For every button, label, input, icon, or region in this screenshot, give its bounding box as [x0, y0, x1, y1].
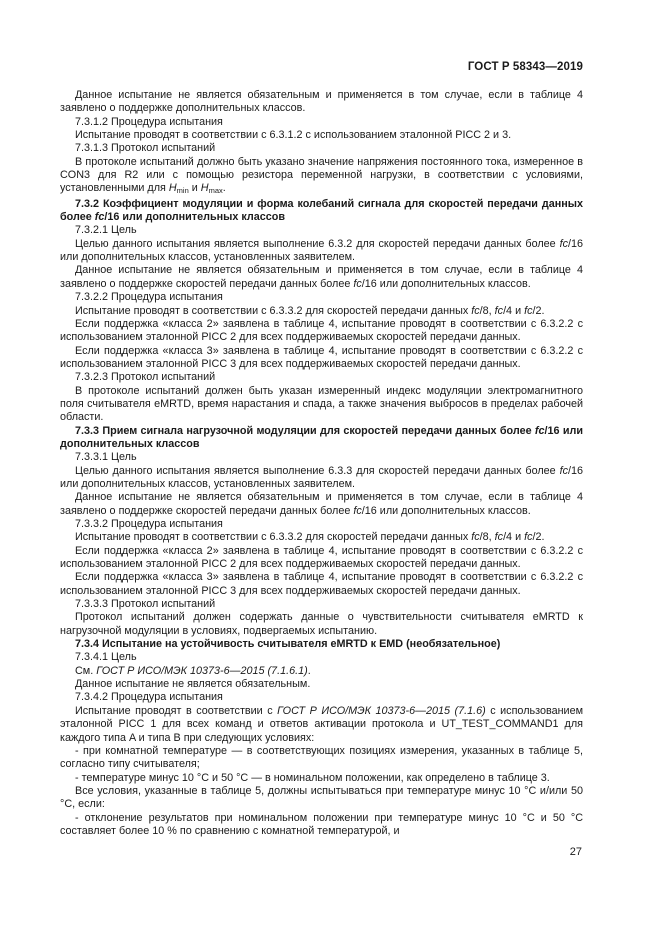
- subsection-heading: 7.3.2.2 Процедура испытания: [75, 291, 223, 304]
- paragraph: Если поддержка «класса 2» заявлена в таблице 4, испытание проводят в соответствии с 6.3.2.2 с использованием эталонной PICC 2 для всех поддерживаемых скоростей передачи данных.: [60, 317, 583, 344]
- subsection-heading: 7.3.1.3 Протокол испытаний: [75, 142, 216, 155]
- paragraph: Если поддержка «класса 3» заявлена в таблице 4, испытание проводят в соответствии с 6.3.2.2 с использованием эталонной PICC 3 для всех поддерживаемых скоростей передачи данных.: [60, 344, 583, 370]
- paragraph: В протоколе испытаний должно быть указано значение напряжения постоянного тока, измеренное в CON3 для R2 или с помощью резистора переменной нагрузки, в соответствии с условиями, установленными для $H_{min}$ и $H_{max}$.: [60, 155, 583, 196]
- paragraph: Испытание проводят в соответствии с 6.3.3.2 для скоростей передачи данных fc/8, fc/4 и fc/2.: [75, 531, 545, 544]
- subsection-heading: 7.3.3.3 Протокол испытаний: [75, 598, 216, 611]
- subsection-heading: 7.3.3.1 Цель: [75, 451, 137, 464]
- paragraph: В протоколе испытаний должен быть указан измеренный индекс модуляции электромагнитного поля считывателя eMRTD, время нарастания и спада, а также значения выбросов в пределах рабочей области.: [60, 384, 583, 424]
- paragraph: Протокол испытаний должен содержать данные о чувствительности считывателя eMRTD к нагрузочной модуляции в условиях, подвергаемых испытанию.: [60, 611, 583, 637]
- paragraph: Целью данного испытания является выполнение 6.3.2 для скоростей передачи данных более fc/16 или дополнительных классов, установленных заявителем.: [60, 237, 583, 264]
- paragraph: Целью данного испытания является выполнение 6.3.3 для скоростей передачи данных более fc/16 или дополнительных классов, установленных заявителем.: [60, 464, 583, 490]
- subsection-heading: 7.3.2.1 Цель: [75, 224, 137, 237]
- subsection-heading: 7.3.2.3 Протокол испытаний: [75, 371, 216, 384]
- standard-reference: ГОСТ Р ИСО/МЭК 10373-6—2015 (7.1.6): [277, 704, 486, 717]
- page-number: 27: [569, 846, 582, 858]
- standard-reference: ГОСТ Р ИСО/МЭК 10373-6—2015 (7.1.6.1): [96, 664, 308, 677]
- document-body: [60, 89, 583, 838]
- document-code-header: ГОСТ Р 58343—2019: [467, 61, 583, 73]
- paragraph: Данное испытание не является обязательным и применяется в том случае, если в таблице 4 заявлено о поддержке дополнительных классов.: [60, 89, 583, 115]
- section-heading: 7.3.2 Коэффициент модуляции и форма колебаний сигнала для скоростей передачи данных более fc/16 или дополнительных классов: [60, 197, 583, 224]
- paragraph: Испытание проводят в соответствии с 6.3.3.2 для скоростей передачи данных fc/8, fc/4 и fc/2.: [75, 304, 545, 317]
- subsection-heading: 7.3.4.2 Процедура испытания: [75, 691, 223, 704]
- list-item: - отклонение результатов при номинальном положении при температуре минус 10 °C и 50 °C составляет более 10 % по сравнению с комнатной температурой, и: [60, 811, 583, 837]
- paragraph: Все условия, указанные в таблице 5, должны испытываться при температуре минус 10 °C и/или 50 °C, если:: [60, 784, 583, 811]
- paragraph: См. ГОСТ Р ИСО/МЭК 10373-6—2015 (7.1.6.1).: [75, 664, 311, 677]
- list-item: - при комнатной температуре — в соответствующих позициях измерения, указанных в таблице 5, согласно типу считывателя;: [60, 744, 583, 771]
- paragraph: Если поддержка «класса 3» заявлена в таблице 4, испытание проводят в соответствии с 6.3.2.2 с использованием эталонной PICC 3 для всех поддерживаемых скоростей передачи данных.: [60, 571, 583, 597]
- paragraph: Если поддержка «класса 2» заявлена в таблице 4, испытание проводят в соответствии с 6.3.2.2 с использованием эталонной PICC 2 для всех поддерживаемых скоростей передачи данных.: [60, 544, 583, 571]
- section-heading: 7.3.3 Прием сигнала нагрузочной модуляции для скоростей передачи данных более fc/16 или дополнительных классов: [60, 424, 583, 450]
- section-heading: 7.3.4 Испытание на устойчивость считывателя eMRTD к EMD (необязательное): [75, 638, 501, 651]
- subsection-heading: 7.3.4.1 Цель: [75, 651, 137, 664]
- paragraph: Данное испытание не является обязательным и применяется в том случае, если в таблице 4 заявлено о поддержке скоростей передачи данных более fc/16 или дополнительных классов.: [60, 264, 583, 290]
- paragraph: Данное испытание не является обязательным.: [75, 678, 311, 691]
- subsection-heading: 7.3.1.2 Процедура испытания: [75, 115, 223, 128]
- list-item: - температуре минус 10 °C и 50 °C — в номинальном положении, как определено в таблице 3.: [75, 771, 550, 784]
- paragraph: Испытание проводят в соответствии с 6.3.1.2 с использованием эталонной PICC 2 и 3.: [75, 129, 512, 142]
- paragraph: Испытание проводят в соответствии с ГОСТ Р ИСО/МЭК 10373-6—2015 (7.1.6) с использованием эталонной PICC 1 для всех команд и ответов активации протокола и UT_TEST_COMMAND1 для каждого типа A и типа B при следующих условиях:: [60, 704, 583, 744]
- paragraph: Данное испытание не является обязательным и применяется в том случае, если в таблице 4 заявлено о поддержке скоростей передачи данных более fc/16 или дополнительных классов.: [60, 491, 583, 517]
- subsection-heading: 7.3.3.2 Процедура испытания: [75, 518, 223, 530]
